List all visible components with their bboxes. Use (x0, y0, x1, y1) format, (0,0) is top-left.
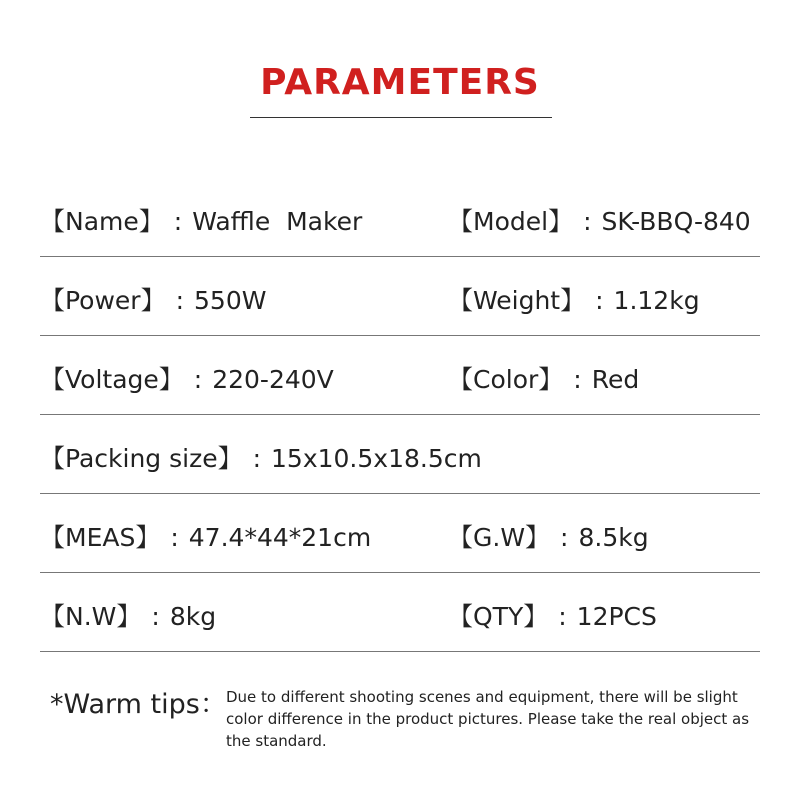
param-sep: : (252, 444, 262, 473)
param-key: 【Model】 (448, 207, 574, 236)
param-value: 220-240V (212, 365, 334, 394)
param-key: 【QTY】 (448, 602, 549, 631)
param-row (40, 494, 760, 573)
param-qty (448, 597, 657, 633)
param-sep: : (151, 602, 160, 631)
param-row (40, 257, 760, 336)
param-sep: : (170, 523, 179, 552)
param-key: 【Name】 (40, 207, 164, 236)
param-power (40, 281, 266, 317)
param-sep: : (175, 286, 185, 315)
param-value: 1.12kg (613, 286, 700, 315)
param-key: 【G.W】 (448, 523, 551, 552)
param-row (40, 178, 760, 257)
param-row (40, 415, 760, 494)
param-row (40, 336, 760, 415)
param-value: 47.4*44*21cm (188, 523, 372, 552)
param-value: 12PCS (576, 602, 657, 631)
param-model (448, 202, 751, 238)
param-key: 【Color】 (448, 365, 564, 394)
param-value: SK-BBQ-840 (601, 207, 751, 236)
param-sep: : (173, 207, 183, 236)
param-sep: : (560, 523, 569, 552)
param-sep: : (558, 602, 567, 631)
param-key: 【Packing size】 (40, 444, 243, 473)
parameters-table (40, 178, 760, 652)
param-color (448, 360, 639, 396)
param-key: 【Weight】 (448, 286, 586, 315)
param-key: 【Voltage】 (40, 365, 184, 394)
param-name (40, 202, 362, 238)
param-value: 8.5kg (578, 523, 649, 552)
param-voltage (40, 360, 334, 396)
param-value: Red (591, 365, 640, 394)
param-key: 【Power】 (40, 286, 166, 315)
param-sep: : (595, 286, 604, 315)
param-gw (448, 518, 649, 554)
param-row (40, 573, 760, 652)
param-sep: : (573, 365, 582, 394)
param-key: 【N.W】 (40, 602, 142, 631)
warm-tips-text: Due to different shooting scenes and equipment, there will be slight color difference in the product pictures. Please take the real object as the standard. (226, 688, 750, 750)
title-underline (250, 117, 552, 118)
param-value: 15x10.5x18.5cm (271, 444, 482, 473)
param-packing-size (40, 439, 482, 475)
param-sep: : (193, 365, 203, 394)
warm-tips-label: *Warm tips： (50, 689, 227, 720)
param-value: Waffle Maker (192, 207, 363, 236)
param-key: 【MEAS】 (40, 523, 161, 552)
param-value: 8kg (169, 602, 217, 631)
param-sep: : (583, 207, 592, 236)
param-nw (40, 597, 216, 633)
param-weight (448, 281, 700, 317)
page-title: PARAMETERS (260, 62, 540, 103)
param-value: 550W (194, 286, 267, 315)
param-meas (40, 518, 371, 554)
